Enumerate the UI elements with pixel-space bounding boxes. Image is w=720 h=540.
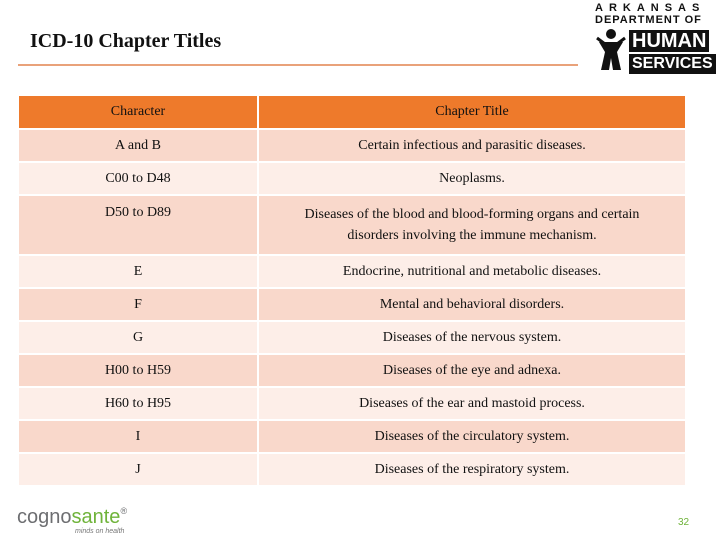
cell-character: J xyxy=(19,453,258,485)
cell-character: G xyxy=(19,321,258,354)
logo-services-text: SERVICES xyxy=(629,54,716,74)
table-row xyxy=(19,453,685,485)
logo-state-text: ARKANSAS xyxy=(595,2,706,14)
cell-chapter-title: Diseases of the blood and blood-forming organs and certain disorders involving the immune mechanism. xyxy=(258,195,685,255)
cell-character: D50 to D89 xyxy=(19,195,258,255)
cell-chapter-title: Diseases of the eye and adnexa. xyxy=(258,354,685,387)
page-title: ICD-10 Chapter Titles xyxy=(30,30,222,52)
table-header-row xyxy=(19,96,685,129)
cell-chapter-title: Certain infectious and parasitic diseases. xyxy=(258,129,685,162)
header-character: Character xyxy=(19,96,258,129)
cell-chapter-title: Diseases of the ear and mastoid process. xyxy=(258,387,685,420)
logo-figure-icon xyxy=(595,28,627,72)
header-chapter-title: Chapter Title xyxy=(258,96,685,129)
cell-chapter-title: Mental and behavioral disorders. xyxy=(258,288,685,321)
brand-tagline: minds on health xyxy=(75,528,125,535)
cell-character: C00 to D48 xyxy=(19,162,258,195)
table-row xyxy=(19,129,685,162)
cognosante-logo xyxy=(17,506,128,535)
logo-human-text: HUMAN xyxy=(629,30,709,52)
cell-character: F xyxy=(19,288,258,321)
brand-registered-mark: ® xyxy=(120,506,128,516)
cell-chapter-title: Endocrine, nutritional and metabolic diseases. xyxy=(258,255,685,288)
cell-character: E xyxy=(19,255,258,288)
dhs-logo xyxy=(595,2,713,76)
table-row xyxy=(19,321,685,354)
table-row xyxy=(19,420,685,453)
cell-chapter-title: Diseases of the circulatory system. xyxy=(258,420,685,453)
cell-chapter-title: Neoplasms. xyxy=(258,162,685,195)
chapter-titles-table xyxy=(19,96,685,485)
brand-name-accent: sante xyxy=(71,506,121,528)
brand-name-primary: cogno xyxy=(17,506,72,528)
table-row xyxy=(19,354,685,387)
page-number: 32 xyxy=(678,517,690,528)
cell-character: A and B xyxy=(19,129,258,162)
table-row xyxy=(19,387,685,420)
cell-character: H00 to H59 xyxy=(19,354,258,387)
cell-character: H60 to H95 xyxy=(19,387,258,420)
cell-character: I xyxy=(19,420,258,453)
table-row xyxy=(19,288,685,321)
cell-chapter-title: Diseases of the respiratory system. xyxy=(258,453,685,485)
logo-department-text: DEPARTMENT OF xyxy=(595,14,702,26)
title-divider xyxy=(18,64,578,66)
cell-chapter-title: Diseases of the nervous system. xyxy=(258,321,685,354)
table-row xyxy=(19,195,685,255)
table-row xyxy=(19,255,685,288)
table-row xyxy=(19,162,685,195)
